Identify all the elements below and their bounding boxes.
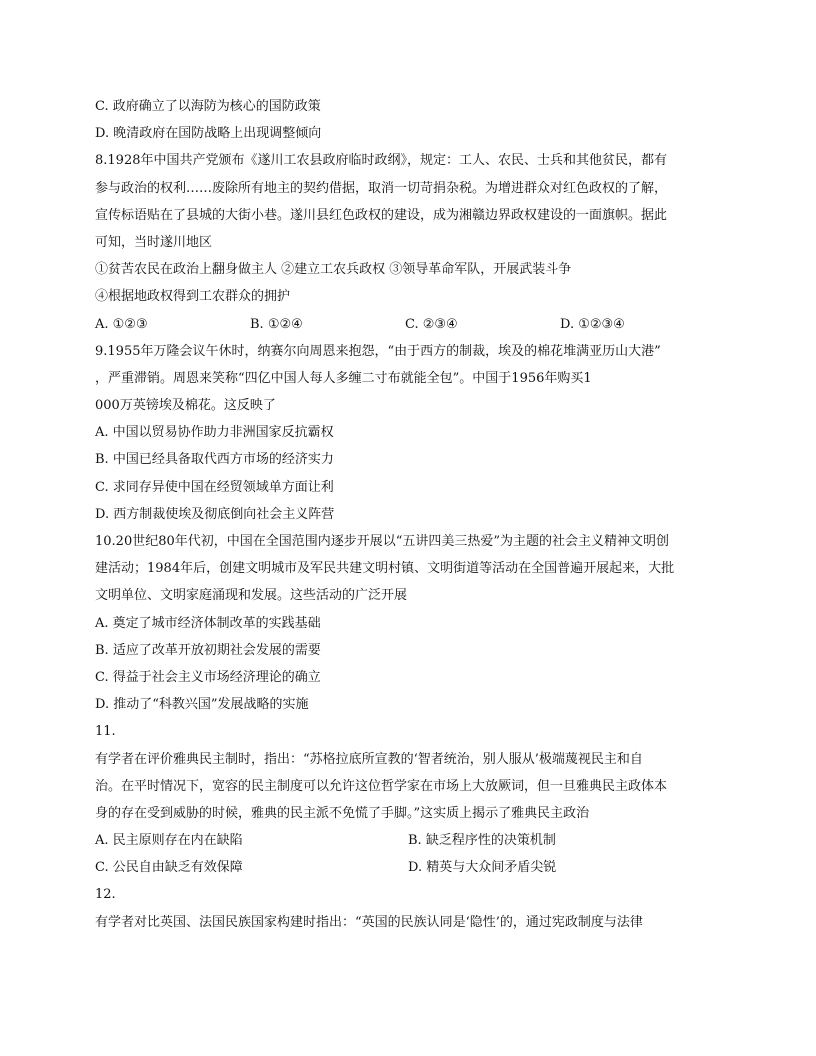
q12-stem-line: 有学者对比英国、法国民族国家构建时指出：“英国的民族认同是‘隐性’的，通过宪政制度与法律 xyxy=(95,914,643,930)
q8-option-d: D. ①②③④ xyxy=(560,316,625,332)
q11-number: 11. xyxy=(95,724,116,740)
q8-item-line: ④根据地政权得到工农群众的拥护 xyxy=(95,289,291,305)
q8-stem-line: 可知，当时遂川地区 xyxy=(95,234,213,250)
q7-option-d: D. 晚清政府在国防战略上出现调整倾向 xyxy=(95,126,322,142)
q11-option-b: B. 缺乏程序性的决策机制 xyxy=(408,833,556,849)
q11-stem-line: 治。在平时情况下，宽容的民主制度可以允许这位哲学家在市场上大放厥词，但一旦雅典民主政体本 xyxy=(95,778,668,794)
q10-stem-line: 文明单位、文明家庭涌现和发展。这些活动的广泛开展 xyxy=(95,588,408,604)
q9-stem-line: 000万英镑埃及棉花。这反映了 xyxy=(95,398,276,414)
q9-stem-line: ，严重滞销。周恩来笑称“四亿中国人每人多缠二寸布就能全包”。中国于1956年购买1 xyxy=(95,370,592,386)
q10-option-d: D. 推动了“科教兴国”发展战略的实施 xyxy=(95,697,309,713)
q11-option-d: D. 精英与大众间矛盾尖锐 xyxy=(408,860,557,876)
q7-option-c: C. 政府确立了以海防为核心的国防政策 xyxy=(95,99,321,114)
q12-number: 12. xyxy=(95,887,116,903)
q8-option-a: A. ①②③ xyxy=(95,316,148,332)
q8-option-b: B. ①②④ xyxy=(250,316,303,332)
q10-stem-line: 10.20世纪80年代初，中国在全国范围内逐步开展以“五讲四美三热爱”为主题的社会主义精神文明创 xyxy=(95,534,670,549)
q8-stem-line: 8.1928年中国共产党颁布《遂川工农县政府临时政纲》，规定：工人、农民、士兵和其他贫民，都有 xyxy=(95,153,667,169)
q9-option-b: B. 中国已经具备取代西方市场的经济实力 xyxy=(95,452,334,468)
q8-stem-line: 参与政治的权利……废除所有地主的契约借据，取消一切苛捐杂税。为增进群众对红色政权的了解， xyxy=(95,180,668,196)
q9-option-c: C. 求同存异使中国在经贸领域单方面让利 xyxy=(95,479,334,495)
q9-stem-line: 9.1955年万隆会议午休时，纳赛尔向周恩来抱怨，“由于西方的制裁，埃及的棉花堆满亚历山大港” xyxy=(95,343,661,359)
q9-option-d: D. 西方制裁使埃及彻底倒向社会主义阵营 xyxy=(95,506,335,522)
q11-option-a: A. 民主原则存在内在缺陷 xyxy=(95,833,243,849)
q9-option-a: A. 中国以贸易协作助力非洲国家反抗霸权 xyxy=(95,425,334,441)
q8-options xyxy=(95,311,725,338)
q11-stem-line: 身的存在受到威胁的时候，雅典的民主派不免慌了手脚。”这实质上揭示了雅典民主政治 xyxy=(95,805,590,821)
q11-options-row xyxy=(95,854,725,881)
q8-stem-line: 宣传标语贴在了县城的大街小巷。遂川县红色政权的建设，成为湘赣边界政权建设的一面旗帜。据此 xyxy=(95,207,668,223)
q11-options-row xyxy=(95,827,725,854)
q8-item-line: ①贫苦农民在政治上翻身做主人 ②建立工农兵政权 ③领导革命军队，开展武装斗争 xyxy=(95,262,572,278)
q10-stem-line: 建活动；1984年后，创建文明城市及军民共建文明村镇、文明街道等活动在全国普遍开展起来，大批 xyxy=(95,561,675,577)
q10-option-c: C. 得益于社会主义市场经济理论的确立 xyxy=(95,669,321,685)
q10-option-a: A. 奠定了城市经济体制改革的实践基础 xyxy=(95,615,321,631)
q11-option-c: C. 公民自由缺乏有效保障 xyxy=(95,860,243,876)
q8-option-c: C. ②③④ xyxy=(405,316,458,332)
q10-option-b: B. 适应了改革开放初期社会发展的需要 xyxy=(95,642,321,658)
document-content xyxy=(95,93,725,936)
q11-stem-line: 有学者在评价雅典民主制时，指出：“苏格拉底所宣教的‘智者统治，别人服从’极端蔑视民主和自 xyxy=(95,751,643,767)
